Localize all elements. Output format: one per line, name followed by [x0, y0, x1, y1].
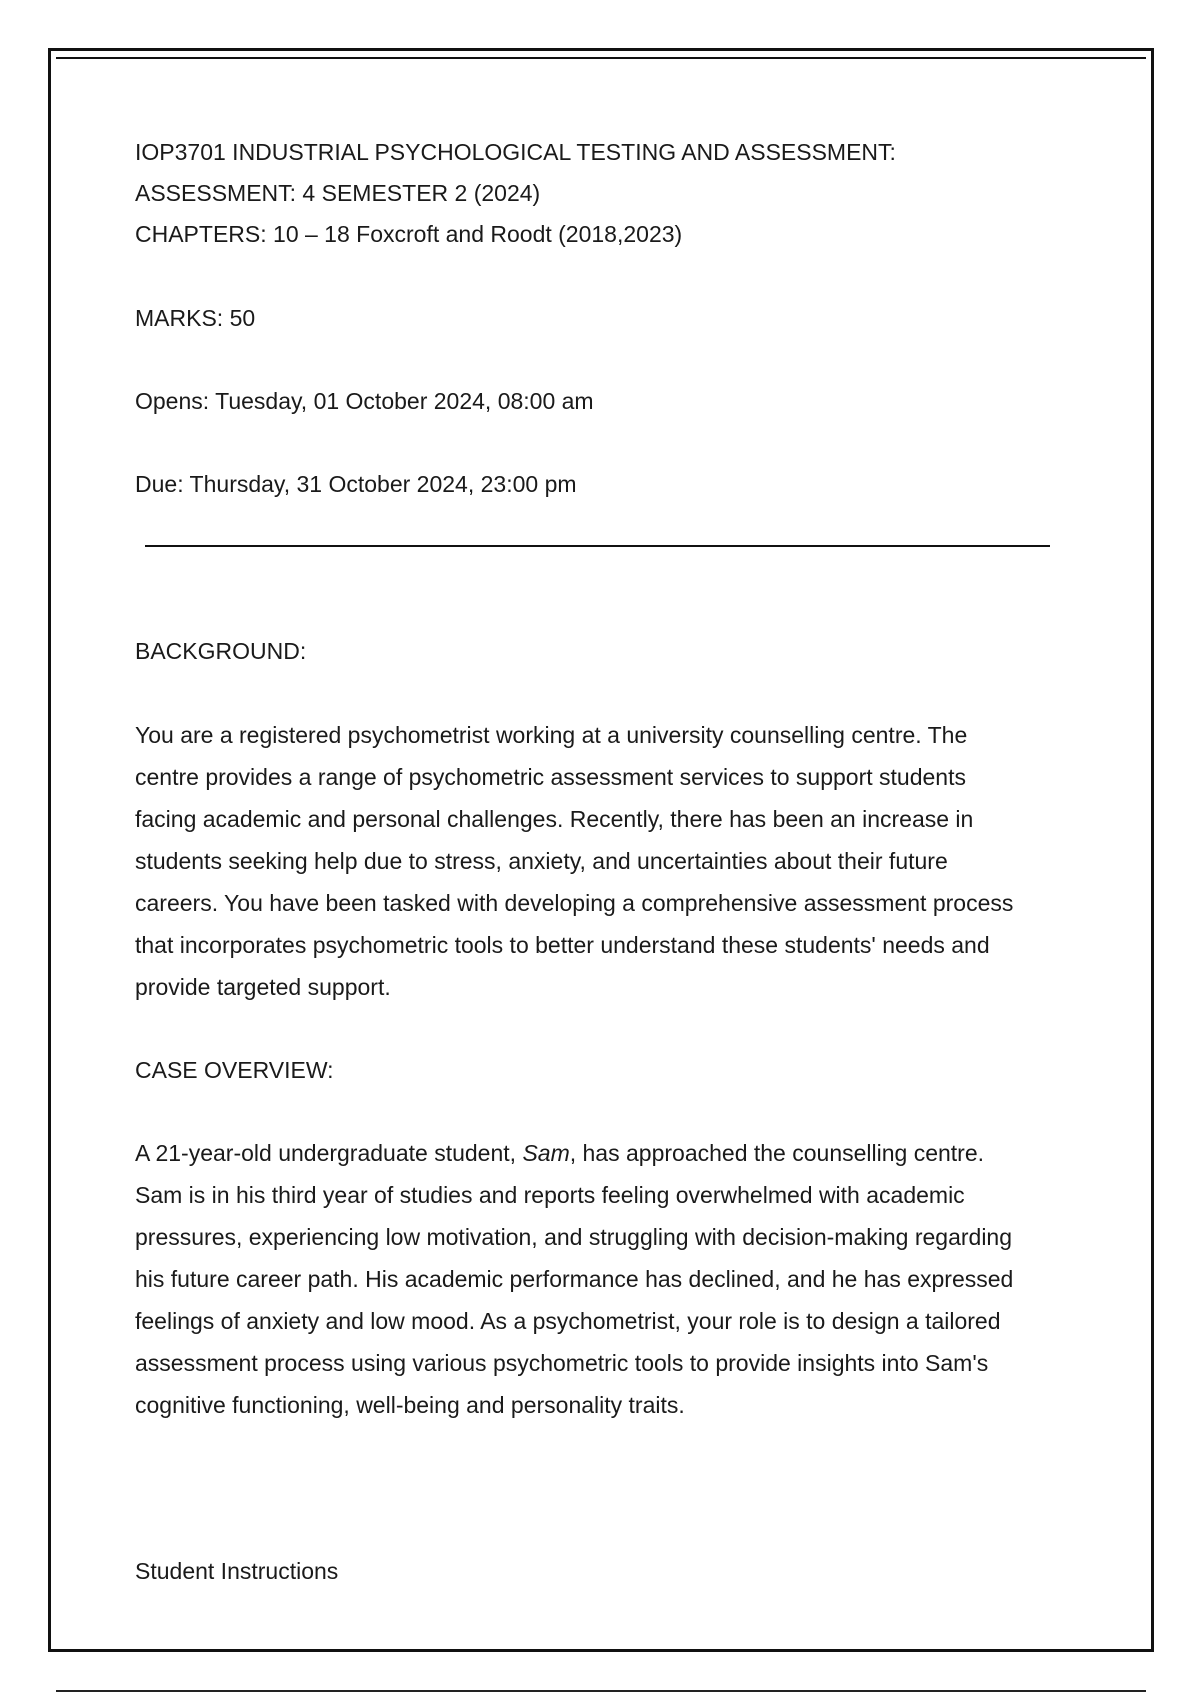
case-overview-line: his future career path. His academic performance has declined, and he has expressed: [135, 1266, 1014, 1292]
background-line: You are a registered psychometrist working at a university counselling centre. The: [135, 722, 968, 748]
case-overview-heading: CASE OVERVIEW:: [135, 1057, 334, 1083]
opens-line: Opens: Tuesday, 01 October 2024, 08:00 am: [135, 388, 594, 414]
top-rule: [56, 57, 1146, 59]
case-overview-line: feelings of anxiety and low mood. As a psychometrist, your role is to design a tailored: [135, 1308, 1001, 1334]
case-overview-line: [135, 1132, 1075, 1174]
case-text: A 21-year-old undergraduate student,: [135, 1140, 523, 1166]
bottom-rule: [56, 1690, 1146, 1692]
case-overview-line: Sam is in his third year of studies and reports feeling overwhelmed with academic: [135, 1182, 965, 1208]
chapters-line: CHAPTERS: 10 – 18 Foxcroft and Roodt (2018,2023): [135, 221, 683, 247]
case-text: , has approached the counselling centre.: [569, 1140, 985, 1166]
background-line: facing academic and personal challenges. Recently, there has been an increase in: [135, 806, 974, 832]
student-name: Sam: [522, 1140, 570, 1166]
background-line: centre provides a range of psychometric assessment services to support students: [135, 764, 966, 790]
case-overview-paragraph: [135, 1132, 1075, 1426]
background-line: that incorporates psychometric tools to better understand these students' needs and: [135, 932, 990, 958]
case-overview-line: assessment process using various psychometric tools to provide insights into Sam's: [135, 1350, 989, 1376]
due-line: Due: Thursday, 31 October 2024, 23:00 pm: [135, 471, 577, 497]
background-line: provide targeted support.: [135, 974, 391, 1000]
background-paragraph: [135, 714, 1075, 1008]
marks-line: MARKS: 50: [135, 305, 256, 331]
case-overview-line: cognitive functioning, well-being and personality traits.: [135, 1392, 685, 1418]
student-instructions-heading: Student Instructions: [135, 1558, 339, 1584]
case-overview-line: pressures, experiencing low motivation, and struggling with decision-making regarding: [135, 1224, 1013, 1250]
background-line: careers. You have been tasked with developing a comprehensive assessment process: [135, 890, 1014, 916]
background-heading: BACKGROUND:: [135, 638, 307, 664]
section-divider: [145, 545, 1050, 547]
background-line: students seeking help due to stress, anxiety, and uncertainties about their future: [135, 848, 948, 874]
assessment-line: ASSESSMENT: 4 SEMESTER 2 (2024): [135, 180, 541, 206]
course-title: IOP3701 INDUSTRIAL PSYCHOLOGICAL TESTING AND ASSESSMENT:: [135, 139, 896, 165]
